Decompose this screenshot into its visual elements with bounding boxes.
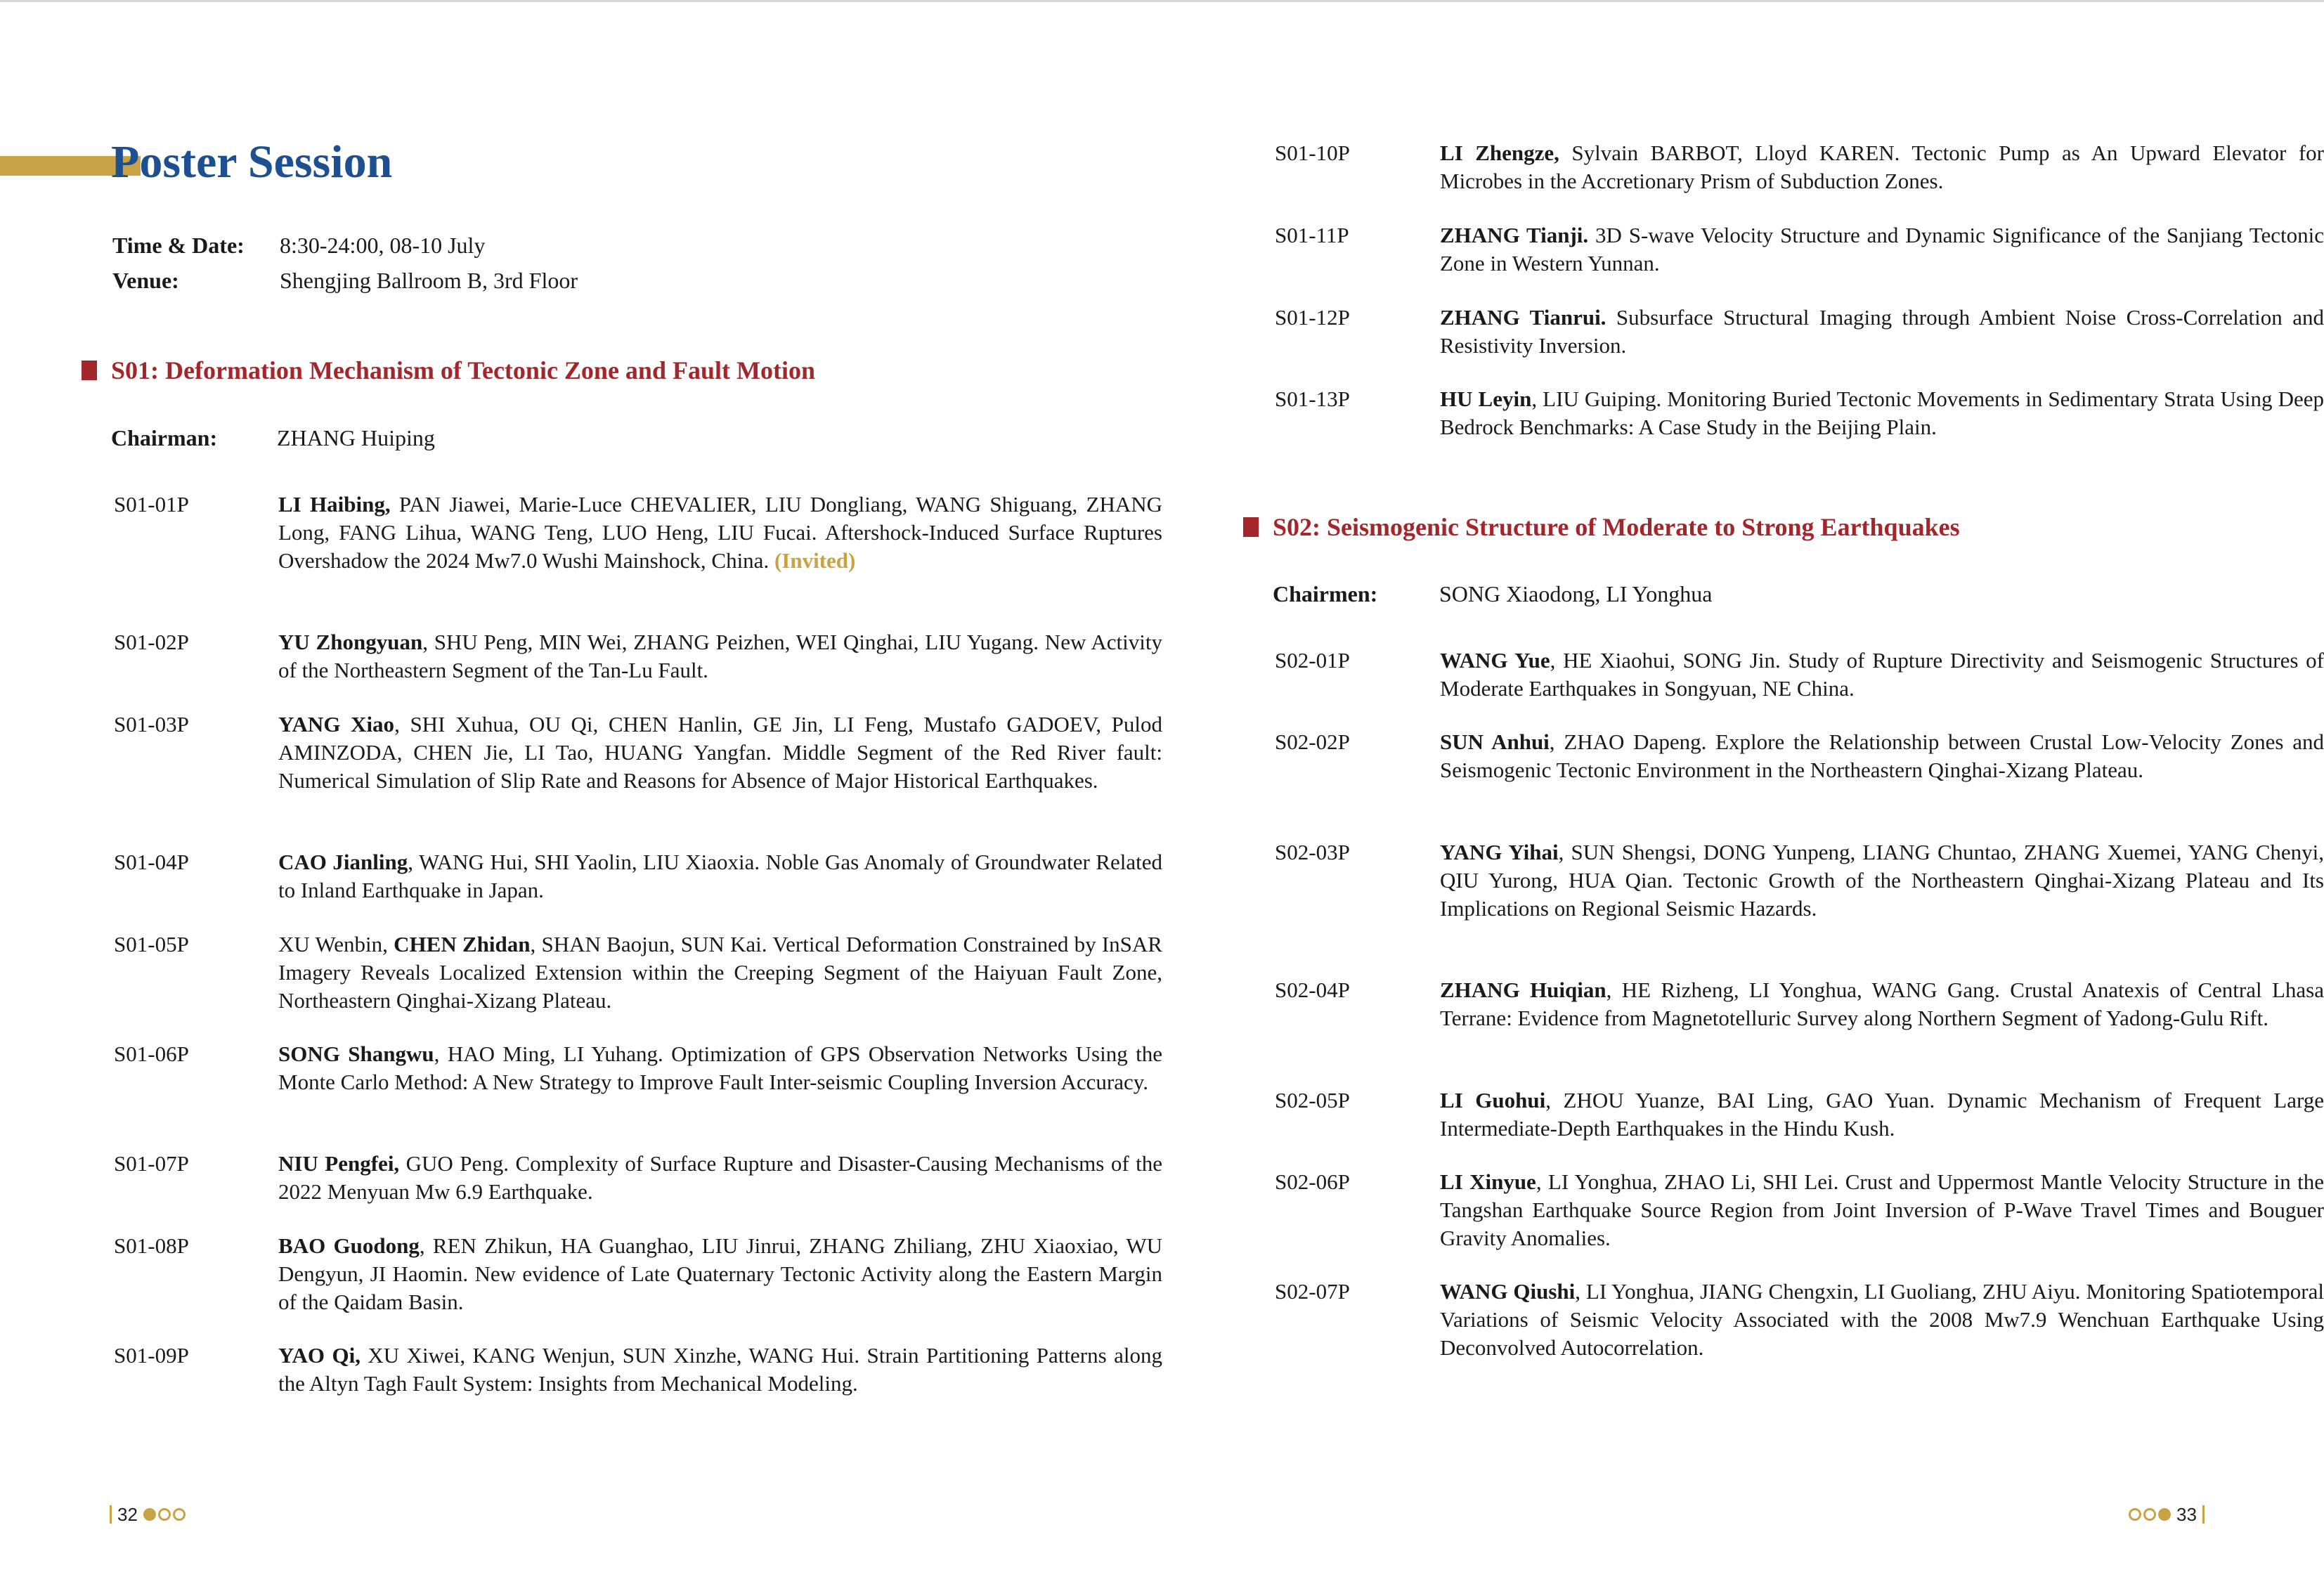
chairmen-value: SONG Xiaodong, LI Yonghua: [1439, 581, 1713, 606]
chairman-label: Chairman:: [111, 425, 218, 450]
dot-icon: [2158, 1508, 2171, 1521]
poster-code: S02-03P: [1275, 840, 1350, 864]
poster-text: [278, 1342, 1162, 1398]
section-heading-s01: [111, 353, 815, 388]
poster-text: [278, 1150, 1162, 1206]
poster-details: , REN Zhikun, HA Guanghao, LIU Jinrui, ZHANG Zhiliang, ZHU Xiaoxiao, WU Dengyun, JI Haomin. New evidence of Late Quaternary Tectonic Activity along the Eastern Margin of the Qaidam Basin.: [278, 1233, 1162, 1314]
poster-lead-author: YAO Qi,: [278, 1343, 361, 1368]
poster-code: S01-09P: [114, 1343, 189, 1368]
poster-lead-author: ZHANG Tianji.: [1440, 223, 1589, 247]
page-number: 32: [117, 1504, 138, 1525]
poster-lead-author: LI Guohui: [1440, 1088, 1546, 1112]
poster-details: , WANG Hui, SHI Yaolin, LIU Xiaoxia. Noble Gas Anomaly of Groundwater Related to Inland Earthquake in Japan.: [278, 850, 1162, 902]
poster-lead-author: YU Zhongyuan: [278, 630, 423, 654]
invited-tag: (Invited): [774, 548, 856, 573]
chairman-value: ZHANG Huiping: [277, 425, 435, 450]
poster-lead-author: LI Haibing,: [278, 492, 391, 517]
time-label: Time & Date:: [112, 233, 245, 258]
poster-details: , HE Rizheng, LI Yonghua, WANG Gang. Crustal Anatexis of Central Lhasa Terrane: Evidence from Magnetotelluric Survey along Northern Segment of Yadong-Gulu Rift.: [1440, 978, 2324, 1030]
section-heading-text: S02: Seismogenic Structure of Moderate to Strong Earthquakes: [1273, 513, 1960, 541]
poster-code: S02-01P: [1275, 648, 1350, 673]
poster-details: , HE Xiaohui, SONG Jin. Study of Rupture Directivity and Seismogenic Structures of Moderate Earthquakes in Songyuan, NE China.: [1440, 648, 2324, 701]
poster-text: [278, 1040, 1162, 1096]
poster-lead-author: LI Zhengze,: [1440, 141, 1559, 165]
poster-text: [1440, 1168, 2324, 1252]
poster-code: S01-01P: [114, 492, 189, 517]
poster-lead-author: HU Leyin: [1440, 387, 1532, 411]
poster-details: , LI Yonghua, JIANG Chengxin, LI Guoliang, ZHU Aiyu. Monitoring Spatiotemporal Variations of Seismic Velocity Associated with the 2008 Mw7.9 Wenchuan Earthquake Using Deconvolved Autocorrelation.: [1440, 1279, 2324, 1360]
poster-lead-author: LI Xinyue: [1440, 1169, 1536, 1194]
poster-lead-author: WANG Qiushi: [1440, 1279, 1576, 1304]
poster-text: [278, 710, 1162, 795]
dot-icon: [173, 1508, 186, 1521]
poster-lead-author: CAO Jianling: [278, 850, 408, 874]
venue-label: Venue:: [112, 268, 179, 293]
poster-lead-author: WANG Yue: [1440, 648, 1550, 673]
poster-code: S02-02P: [1275, 729, 1350, 754]
poster-details: Subsurface Structural Imaging through Ambient Noise Cross-Correlation and Resistivity Inversion.: [1440, 305, 2324, 358]
poster-code: S01-12P: [1275, 305, 1350, 330]
page-dots-decoration: [2129, 1508, 2171, 1521]
poster-details: , LI Yonghua, ZHAO Li, SHI Lei. Crust and Uppermost Mantle Velocity Structure in the Tangshan Earthquake Source Region from Joint Inversion of P-Wave Travel Times and Bouguer Gravity Anomalies.: [1440, 1169, 2324, 1250]
poster-code: S01-05P: [114, 932, 189, 956]
poster-lead-author: YANG Xiao: [278, 712, 395, 736]
poster-text: [278, 930, 1162, 1015]
poster-details: , SHU Peng, MIN Wei, ZHANG Peizhen, WEI Qinghai, LIU Yugang. New Activity of the Northeastern Segment of the Tan-Lu Fault.: [278, 630, 1163, 682]
poster-author-pre: XU Wenbin,: [278, 932, 394, 956]
dot-icon: [2143, 1508, 2156, 1521]
right-page: [1162, 0, 2324, 1577]
poster-details: Sylvain BARBOT, Lloyd KAREN. Tectonic Pump as An Upward Elevator for Microbes in the Accretionary Prism of Subduction Zones.: [1440, 141, 2324, 193]
section-marker: [82, 361, 97, 380]
poster-details: , SHI Xuhua, OU Qi, CHEN Hanlin, GE Jin, LI Feng, Mustafo GADOEV, Pulod AMINZODA, CHEN Jie, LI Tao, HUANG Yangfan. Middle Segment of the Red River fault: Numerical Simulation of Slip Rate and Reasons for Absence of Major Historical Earthquakes.: [278, 712, 1162, 793]
time-value: 8:30-24:00, 08-10 July: [280, 233, 486, 258]
poster-code: S01-13P: [1275, 387, 1350, 411]
poster-code: S01-04P: [114, 850, 189, 874]
poster-lead-author: SUN Anhui: [1440, 729, 1550, 754]
poster-code: S02-05P: [1275, 1088, 1350, 1112]
poster-details: XU Xiwei, KANG Wenjun, SUN Xinzhe, WANG Hui. Strain Partitioning Patterns along the Altyn Tagh Fault System: Insights from Mechanical Modeling.: [278, 1343, 1162, 1396]
poster-code: S01-06P: [114, 1041, 189, 1066]
poster-text: [1440, 728, 2324, 784]
poster-code: S02-06P: [1275, 1169, 1350, 1194]
poster-text: [1440, 647, 2324, 703]
poster-lead-author: SONG Shangwu: [278, 1041, 434, 1066]
section-heading-text: S01: Deformation Mechanism of Tectonic Zone and Fault Motion: [111, 356, 815, 384]
chairmen-label: Chairmen:: [1273, 581, 1378, 606]
poster-lead-author: NIU Pengfei,: [278, 1151, 400, 1176]
poster-code: S01-08P: [114, 1233, 189, 1258]
dot-icon: [158, 1508, 171, 1521]
poster-code: S01-02P: [114, 630, 189, 654]
poster-details: , ZHOU Yuanze, BAI Ling, GAO Yuan. Dynamic Mechanism of Frequent Large Intermediate-Depth Earthquakes in the Hindu Kush.: [1440, 1088, 2324, 1141]
dot-icon: [2129, 1508, 2141, 1521]
poster-code: S01-10P: [1275, 141, 1350, 165]
poster-lead-author: CHEN Zhidan: [394, 932, 531, 956]
poster-code: S01-03P: [114, 712, 189, 736]
poster-text: [1440, 838, 2324, 923]
poster-text: [1440, 1278, 2324, 1362]
poster-text: [278, 1232, 1162, 1316]
poster-code: S01-11P: [1275, 223, 1349, 247]
venue-value: Shengjing Ballroom B, 3rd Floor: [280, 268, 578, 293]
section-marker: [1243, 517, 1259, 537]
poster-code: S02-04P: [1275, 978, 1350, 1002]
poster-text: [1440, 221, 2324, 278]
poster-text: [278, 628, 1162, 684]
poster-text: [1440, 976, 2324, 1032]
poster-details: PAN Jiawei, Marie-Luce CHEVALIER, LIU Dongliang, WANG Shiguang, ZHANG Long, FANG Lihua, WANG Teng, LUO Heng, LIU Fucai. Aftershock-Induced Surface Ruptures Overshadow the 2024 Mw7.0 Wushi Mainshock, China.: [278, 492, 1162, 573]
poster-details: , SUN Shengsi, DONG Yunpeng, LIANG Chuntao, ZHANG Xuemei, YANG Chenyi, QIU Yurong, HUA Qian. Tectonic Growth of the Northeastern Qinghai-Xizang Plateau and Its Implications on Regional Seismic Hazards.: [1440, 840, 2324, 921]
poster-code: S01-07P: [114, 1151, 189, 1176]
poster-text: [278, 848, 1162, 904]
poster-code: S02-07P: [1275, 1279, 1350, 1304]
poster-details: , ZHAO Dapeng. Explore the Relationship between Crustal Low-Velocity Zones and Seismogenic Tectonic Environment in the Northeastern Qinghai-Xizang Plateau.: [1440, 729, 2324, 782]
poster-details: , HAO Ming, LI Yuhang. Optimization of GPS Observation Networks Using the Monte Carlo Method: A New Strategy to Improve Fault Inter-seismic Coupling Inversion Accuracy.: [278, 1041, 1162, 1094]
page-title: Poster Session: [111, 136, 393, 188]
poster-text: [1440, 139, 2324, 195]
poster-lead-author: ZHANG Huiqian: [1440, 978, 1606, 1002]
page-dots-decoration: [143, 1508, 186, 1521]
poster-details: 3D S-wave Velocity Structure and Dynamic Significance of the Sanjiang Tectonic Zone in Western Yunnan.: [1440, 223, 2324, 275]
dot-icon: [143, 1508, 156, 1521]
poster-details: , SHAN Baojun, SUN Kai. Vertical Deformation Constrained by InSAR Imagery Reveals Localized Extension within the Creeping Segment of the Haiyuan Fault Zone, Northeastern Qinghai-Xizang Plateau.: [278, 932, 1162, 1013]
poster-text: [278, 491, 1162, 575]
poster-lead-author: BAO Guodong: [278, 1233, 420, 1258]
page-number-left: [110, 1503, 186, 1526]
page-number-right: [2129, 1503, 2205, 1526]
poster-text: [1440, 385, 2324, 441]
page-tick: [2202, 1505, 2205, 1524]
section-heading-s02: [1273, 510, 1960, 545]
page-number: 33: [2176, 1504, 2197, 1525]
poster-details: , LIU Guiping. Monitoring Buried Tectonic Movements in Sedimentary Strata Using Deep Bedrock Benchmarks: A Case Study in the Beijing Plain.: [1440, 387, 2324, 439]
page-tick: [110, 1505, 112, 1524]
poster-lead-author: ZHANG Tianrui.: [1440, 305, 1606, 330]
poster-text: [1440, 304, 2324, 360]
poster-lead-author: YANG Yihai: [1440, 840, 1559, 864]
poster-details: GUO Peng. Complexity of Surface Rupture and Disaster-Causing Mechanisms of the 2022 Menyuan Mw 6.9 Earthquake.: [278, 1151, 1162, 1204]
poster-text: [1440, 1086, 2324, 1143]
